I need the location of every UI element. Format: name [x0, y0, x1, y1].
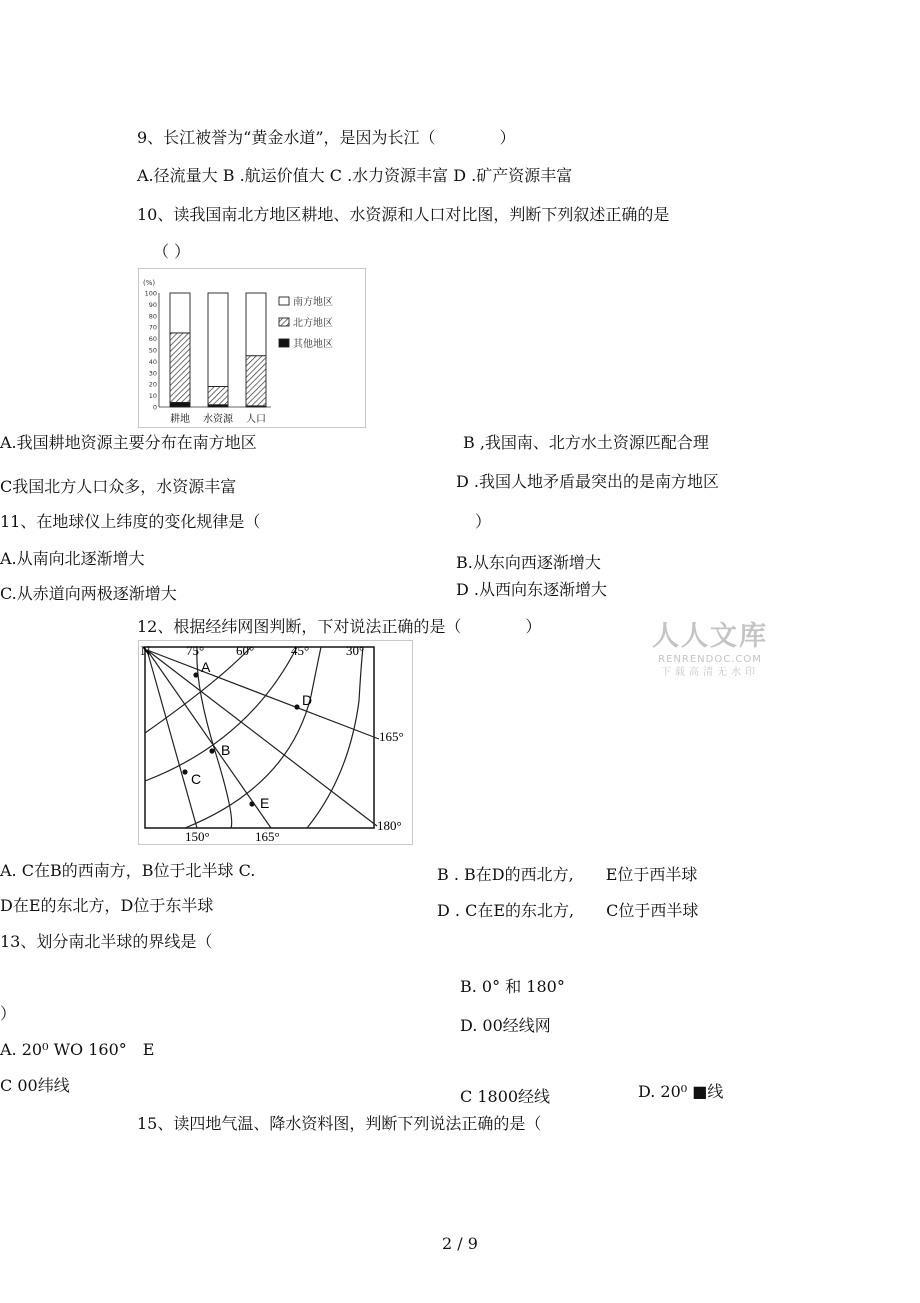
legend-label: 南方地区	[293, 297, 333, 308]
legend-label: 其他地区	[293, 339, 333, 350]
q12-option-d: D . C在E的东北方, C位于西半球	[437, 901, 699, 920]
q11-option-d-cut	[456, 580, 608, 601]
point-c	[182, 769, 187, 774]
bar-chart-svg	[139, 269, 365, 427]
bar-0-1	[170, 333, 190, 403]
legend-label: 北方地区	[293, 318, 333, 329]
q10-option-b: B ,我国南、北方水土资源匹配合理	[463, 433, 709, 452]
y-tick-label: 60	[148, 335, 157, 344]
q11-option-a: A.从南向北逐渐增大	[0, 549, 145, 568]
point-c-label: C	[191, 771, 202, 787]
q10-stem: 10、读我国南北方地区耕地、水资源和人口对比图，判断下列叙述正确的是	[137, 205, 670, 224]
y-tick-label: 100	[144, 289, 157, 298]
watermark-domain: RENRENDOC.COM	[658, 654, 762, 665]
point-d	[294, 704, 299, 709]
category-label: 人口	[246, 414, 266, 425]
y-tick-label: 80	[148, 312, 157, 321]
point-d-label: D	[302, 692, 313, 708]
y-tick-label: 50	[148, 346, 157, 355]
q13-option-d2: D. 20⁰ ■线	[638, 1082, 724, 1101]
q13-option-c2-text: C 1800经线	[460, 1087, 551, 1106]
q11-option-b: B.从东向西逐渐增大	[456, 553, 601, 572]
point-b	[209, 748, 214, 753]
top-label-75: 75°	[186, 643, 205, 658]
point-e	[249, 801, 254, 806]
q12-stem: 12、根据经纬网图判断，下对说法正确的是（ ）	[137, 617, 542, 636]
q10-option-a: A.我国耕地资源主要分布在南方地区	[0, 433, 257, 452]
legend-swatch	[279, 297, 289, 305]
watermark-title: 人人文库	[652, 621, 768, 652]
bottom-label-150: 150°	[185, 829, 210, 844]
bar-1-1	[208, 386, 228, 404]
q13-option-d-line: D. 00经线网	[460, 1016, 551, 1035]
top-label-30: 30°	[346, 643, 365, 658]
q10-paren: （ ）	[153, 242, 191, 261]
q12-option-a: A. C在B的西南方，B位于北半球 C.	[0, 861, 256, 880]
meridian-165-bottom	[147, 650, 271, 828]
point-a	[193, 672, 198, 677]
q13-option-c: C 00纬线	[0, 1076, 70, 1095]
y-unit-label: (%)	[143, 279, 156, 287]
y-tick-label: 20	[148, 380, 157, 389]
q9-stem: 9、长江被誉为“黄金水道”，是因为长江（ ）	[137, 128, 516, 147]
watermark	[640, 620, 780, 680]
meridian-150	[147, 650, 197, 828]
q13-option-a: A. 20⁰ WO 160° E	[0, 1040, 155, 1059]
bar-2-2	[246, 293, 266, 356]
q15-stem: 15、读四地气温、降水资料图，判断下列说法正确的是（	[137, 1114, 542, 1133]
resource-bar-chart	[138, 268, 366, 428]
legend-swatch	[279, 339, 289, 347]
bar-0-0	[170, 402, 190, 407]
q13-option-c2-cut	[460, 1087, 551, 1106]
q11-option-c: C.从赤道向两极逐渐增大	[0, 584, 177, 603]
y-tick-label: 10	[148, 392, 157, 401]
point-e-label: E	[260, 795, 270, 811]
bottom-label-165: 165°	[255, 829, 280, 844]
bar-2-1	[246, 356, 266, 406]
point-a-label: A	[201, 659, 211, 675]
q13-option-b: B. 0° 和 180°	[460, 977, 565, 996]
y-tick-label: 40	[148, 357, 157, 366]
q11-stem: 11、在地球仪上纬度的变化规律是（	[0, 512, 261, 531]
top-label-60: 60°	[236, 643, 255, 658]
q9-options: A.径流量大 B .航运价值大 C .水力资源丰富 D .矿产资源丰富	[137, 166, 573, 185]
y-tick-label: 70	[148, 323, 157, 332]
top-label-45: 45°	[291, 643, 310, 658]
y-tick-label: 90	[148, 300, 157, 309]
latlong-grid-map	[138, 640, 413, 845]
q11-option-d-text: D .从西向东逐渐增大	[456, 580, 608, 599]
y-tick-label: 30	[148, 369, 157, 378]
latitude-arc-2	[145, 647, 297, 781]
q13-paren-close: ）	[0, 1004, 17, 1023]
q13-stem: 13、划分南北半球的界线是（	[0, 932, 213, 951]
pole-label: N	[141, 643, 151, 658]
q10-option-d: D .我国人地矛盾最突出的是南方地区	[456, 472, 720, 491]
y-tick-label: 0	[152, 403, 157, 412]
bar-0-2	[170, 293, 190, 333]
legend-swatch	[279, 318, 289, 326]
right-label-180: 180°	[377, 818, 402, 833]
category-label: 耕地	[170, 414, 190, 425]
q12-option-c: D在E的东北方，D位于东半球	[0, 896, 214, 915]
category-label: 水资源	[203, 414, 233, 425]
meridian-165	[147, 650, 379, 739]
q11-paren-close: ）	[475, 512, 492, 531]
q12-option-b: B . B在D的西北方, E位于西半球	[437, 865, 698, 884]
page-number: 2 / 9	[442, 1234, 478, 1253]
q10-option-c: C我国北方人口众多，水资源丰富	[0, 477, 237, 496]
point-b-label: B	[221, 742, 231, 758]
bar-1-2	[208, 293, 228, 386]
watermark-tagline: 下载高清无水印	[661, 667, 759, 678]
grid-map-svg	[139, 641, 412, 844]
right-label-165: 165°	[379, 729, 404, 744]
